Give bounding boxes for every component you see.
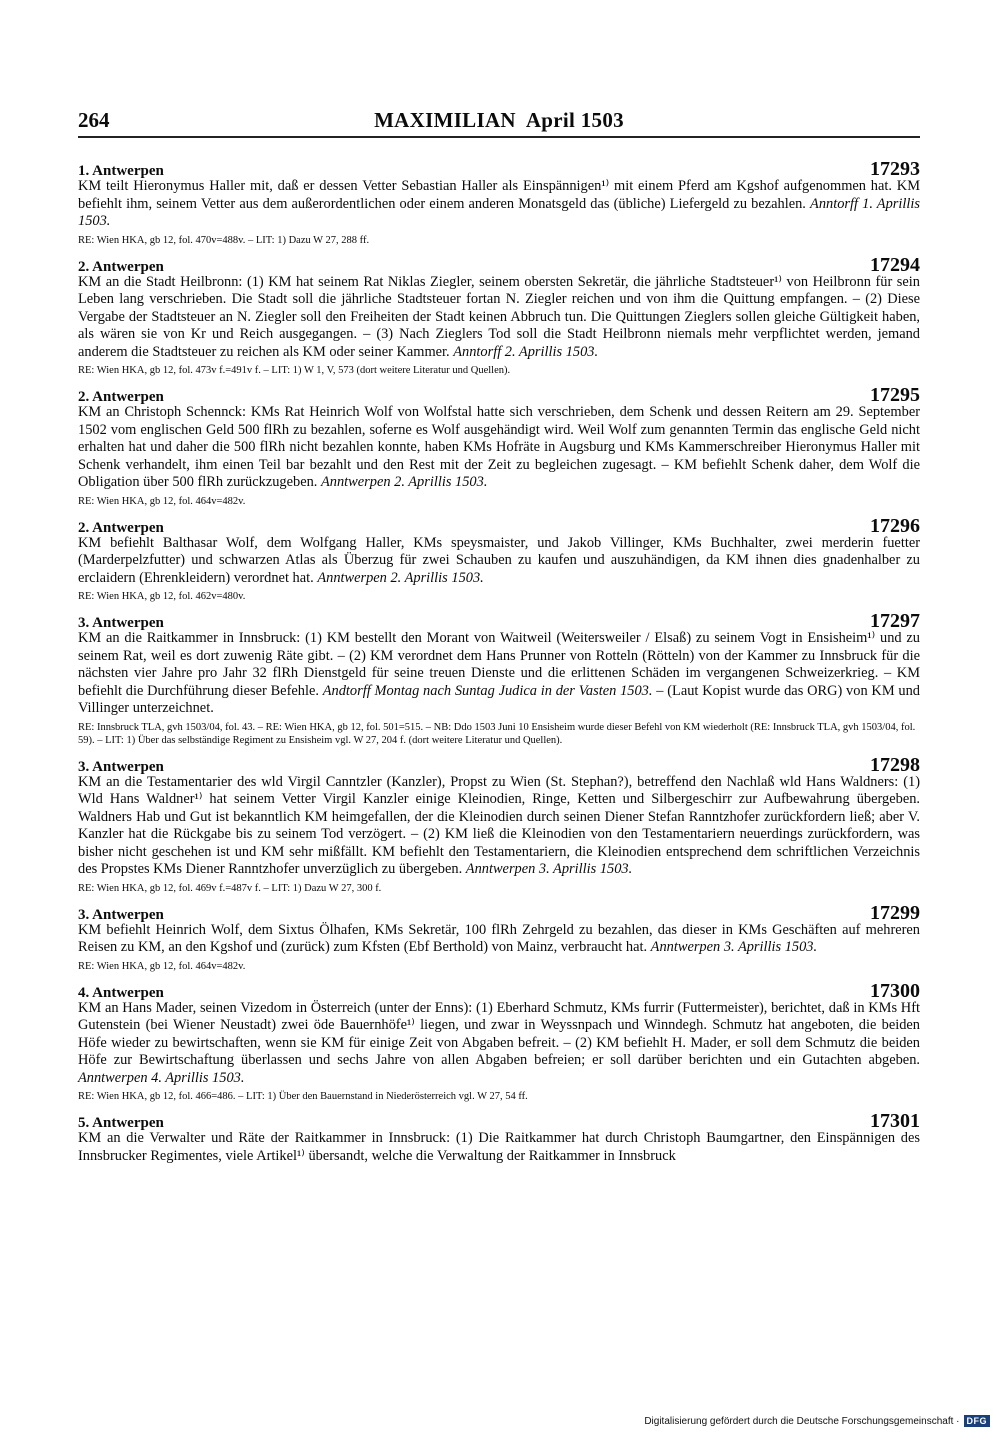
entry-date-place: 2. Antwerpen — [78, 519, 164, 536]
regest-entry — [78, 254, 920, 378]
entry-sources: RE: Wien HKA, gb 12, fol. 464v=482v. — [78, 495, 246, 507]
entry-header — [78, 902, 920, 922]
entry-dating: Anntwerpen 3. Aprillis 1503. — [465, 861, 633, 877]
entry-summary: KM an die Raitkammer in Innsbruck: (1) KM bestellt den Morant von Waitweil (Weitersweiler / Elsaß) zu seinem Vogt in Ensisheim¹⁾ und zu seinem Rat, weil es dort zuwenig Räte gibt. – (2) KM verordnet dem Hans Prunner von Rotteln (Rötteln) von der Kammer zu Innsbruck für die nächsten vier Jahre pro Jahr 32 flRh Dienstgeld für seine treuen Dienste und die erlittenen Schäden im vergangenen Schweizerkrieg. – KM befiehlt die Durchführung dieser Befehle. — [78, 630, 920, 699]
entry-text — [78, 774, 920, 879]
entry-text — [78, 1000, 920, 1088]
regest-entry — [78, 980, 920, 1104]
entry-summary: KM an die Testamentarier des wld Virgil Canntzler (Kanzler), Propst zu Wien (St. Stephan?), betreffend den Nachlaß wld Hans Waldners: (1) Wld Hans Waldner¹⁾ hat seinem Vetter Virgil Kanzler einige Kleinodien, Ringe, Ketten und Silbergeschirr zur Aufbewahrung übergeben. Waldners Hab und Gut ist bekanntlich KM heimgefallen, der die Kleinodien durch seinen Diener Stefan Ranntzhofer zurückfordern ließ; aber V. Kanzler hat die Rückgabe bis zu seinem Tod verzögert. – (2) KM ließ die Kleinodien von den Testamentariern neuerdings zurückfordern, was bisher nicht geschehen ist und KM sehr mißfällt. KM befiehlt den Testamentariern, die Kleinodien entsprechend dem schriftlichen Verzeichnis des Propstes KMs Diener Ranntzhofer unverzüglich zu übergeben. — [78, 773, 920, 877]
entry-dating: Anntwerpen 2. Aprillis 1503. — [317, 569, 484, 586]
regest-entry — [78, 384, 920, 508]
entry-date-place: 5. Antwerpen — [78, 1115, 164, 1131]
entry-number: 17298 — [870, 753, 920, 776]
entry-dating: Anntorff 2. Aprillis 1503. — [453, 343, 599, 360]
entry-sources: RE: Wien HKA, gb 12, fol. 466=486. – LIT: 1) Über den Bauernstand in Niederösterreich vgl. W 27, 54 ff. — [78, 1091, 528, 1102]
entry-header — [78, 610, 920, 630]
entry-date-place: 3. Antwerpen — [78, 906, 164, 923]
entry-sources: RE: Wien HKA, gb 12, fol. 470v=488v. – LIT: 1) Dazu W 27, 288 ff. — [78, 234, 370, 246]
entry-header — [78, 515, 920, 535]
entry-dating: Anntwerpen 4. Aprillis 1503. — [78, 1069, 245, 1086]
entry-dating: Anntwerpen 2. Aprillis 1503. — [320, 474, 488, 490]
entry-header — [78, 754, 920, 774]
entry-date-place: 3. Antwerpen — [78, 615, 164, 631]
entry-date-place: 1. Antwerpen — [78, 163, 164, 179]
entry-text — [78, 274, 920, 362]
entry-header — [78, 1110, 920, 1130]
entry-summary: KM an Hans Mader, seinen Vizedom in Österreich (unter der Enns): (1) Eberhard Schmutz, KMs furrir (Futtermeister), berichtet, daß in KMs Hft Gutenstein (bei Wiener Neustadt) zwei öde Bauernhöfe¹⁾ liegen, und zwar in Weyssnpach und Winndegh. Schmutz hat angeboten, die beiden Höfe wieder zu bewirtschaften, wenn sie KM für einige Zeit von Abgaben befreit. – (2) KM befiehlt H. Mader, er soll dem Schmutz die beiden Höfe zur Bewirtschaftung überlassen und sechs Jahre von allen Abgaben befreien; er soll darüber berichten und ein Gutachten abgeben. — [78, 999, 920, 1068]
entry-summary: KM an die Stadt Heilbronn: (1) KM hat seinem Rat Niklas Ziegler, seinem obersten Sekretär, die jährliche Stadtsteuer¹⁾ von Heilbronn für sein Leben lang verschrieben. Die Stadt soll die jährliche Stadtsteuer fortan N. Ziegler reichen und von ihm die Quittung empfangen. – (2) Diese Vergabe der Stadtsteuer an N. Ziegler soll den Freiheiten der Stadt keinen Abbruch tun. Die Quittungen Zieglers sollen gleiche Gültigkeit haben, als wären sie von Kr und Reich ausgegangen. – (3) Nach Zieglers Tod soll die Stadt Heilbronn niemals mehr verpflichtet werden, jemand anderem die Stadtsteuer zu reichen als KM oder seiner Kammer. — [78, 273, 920, 360]
regest-list — [78, 158, 920, 1172]
entry-date-place: 2. Antwerpen — [78, 389, 164, 405]
entry-number: 17294 — [870, 253, 920, 276]
entry-dating: Anntorff 1. Aprillis 1503. — [78, 195, 920, 229]
page-number: 264 — [78, 108, 110, 132]
entry-text — [78, 1130, 920, 1165]
entry-dating: Anntwerpen 3. Aprillis 1503. — [650, 939, 818, 955]
entry-text — [78, 404, 920, 492]
footer — [644, 1415, 990, 1427]
entry-number: 17296 — [870, 514, 920, 537]
entry-number: 17293 — [870, 158, 920, 180]
regest-entry — [78, 902, 920, 973]
entry-date-place: 3. Antwerpen — [78, 758, 164, 775]
regest-entry — [78, 158, 920, 247]
regest-entry — [78, 515, 920, 604]
entry-header — [78, 384, 920, 404]
dfg-logo: DFG — [964, 1415, 991, 1427]
regest-entry — [78, 610, 920, 747]
running-header — [78, 106, 920, 138]
entry-number: 17300 — [870, 979, 920, 1002]
entry-sources: RE: Wien HKA, gb 12, fol. 462v=480v. — [78, 591, 246, 602]
entry-sources: RE: Wien HKA, gb 12, fol. 464v=482v. — [78, 960, 246, 972]
entry-number: 17297 — [870, 610, 920, 632]
entry-text — [78, 535, 920, 588]
entry-text — [78, 922, 920, 957]
entry-text — [78, 178, 920, 231]
entry-text — [78, 630, 920, 718]
entry-sources: RE: Wien HKA, gb 12, fol. 473v f.=491v f. – LIT: 1) W 1, V, 573 (dort weitere Literatur und Quellen). — [78, 365, 511, 376]
entry-header — [78, 254, 920, 274]
entry-note: – (Laut Kopist wurde das ORG) von KM und Villinger unterzeichnet. — [78, 682, 921, 716]
entry-number: 17295 — [870, 384, 920, 406]
entry-header — [78, 980, 920, 1000]
entry-number: 17301 — [870, 1110, 920, 1132]
entry-sources: RE: Innsbruck TLA, gvh 1503/04, fol. 43. – RE: Wien HKA, gb 12, fol. 501=515. – NB: Ddo 1503 Juni 10 Ensisheim wurde dieser Befehl von KM wiederholt (RE: Innsbruck TLA, gvh 1503/04, fol. 59). – LIT: 1) Über das selbständige Regiment zu Ensisheim vgl. W 27, 204 f. (dort weitere Literatur und Quellen). — [78, 721, 916, 746]
entry-sources: RE: Wien HKA, gb 12, fol. 469v f.=487v f. – LIT: 1) Dazu W 27, 300 f. — [78, 882, 382, 894]
entry-summary: KM befiehlt Balthasar Wolf, dem Wolfgang Haller, KMs speysmaister, und Jakob Villinger, KMs Buchhalter, zwei merderin fuetter (Marderpelzfutter) und schwarzen Atlas als Überzug für zwei Schauben zu kaufen und auszuhändigen, da KM ihnen dies gnadenhalber zu erclaidern (Ehrenkleidern) verordnet hat. — [78, 534, 920, 586]
regest-entry — [78, 1110, 920, 1165]
funding-note: Digitalisierung gefördert durch die Deutsche Forschungsgemeinschaft · — [644, 1415, 960, 1427]
entry-dating: Andtorff Montag nach Suntag Judica in der Vasten 1503. — [322, 682, 653, 699]
entry-summary: KM an die Verwalter und Räte der Raitkammer in Innsbruck: (1) Die Raitkammer hat durch Christoph Baumgartner, den Einspännigen des Innsbrucker Regimentes, viele Artikel¹⁾ übersandt, welche die Verwaltung der Raitkammer in Innsbruck — [78, 1130, 920, 1164]
entry-summary: KM befiehlt Heinrich Wolf, dem Sixtus Ölhafen, KMs Sekretär, 100 flRh Zehrgeld zu bezahlen, das dieser in KMs Geschäften auf mehreren Reisen zu KM, an den Kgshof und (zurück) zum Kfsten (Ebf Berthold) von Mainz, verbraucht hat. — [78, 921, 920, 955]
entry-date-place: 2. Antwerpen — [78, 258, 164, 275]
entry-date-place: 4. Antwerpen — [78, 984, 164, 1001]
regest-entry — [78, 754, 920, 895]
entry-header — [78, 158, 920, 178]
entry-summary: KM an Christoph Schennck: KMs Rat Heinrich Wolf von Wolfstal hatte sich verschrieben, dem Schenk und dessen Reitern am 29. September 1502 vom englischen Geld 500 flRh zu bezahlen, soferne es Wolf ausgehändigt wird. Weil Wolf zum genannten Termin das englische Geld nicht erhalten hat und daher die 500 flRh nicht bezahlen konnte, haben KMs Hofräte in Augsburg und KMs Kammerschreiber Hieronymus Haller mit Schenk verhandelt, ihm einen Teil bar bezahlt und den Rest mit der Zeit zu begleichen zugesagt. – KM befiehlt Schenk daher, dem Wolf die Obligation über 500 flRh zurückzugeben. — [78, 404, 920, 490]
running-title: MAXIMILIAN April 1503 — [374, 108, 624, 132]
entry-number: 17299 — [870, 901, 920, 924]
entry-summary: KM teilt Hieronymus Haller mit, daß er dessen Vetter Sebastian Haller als Einspännigen¹⁾ mit einem Pferd am Kgshof aufgenommen hat. KM befiehlt ihm, seinem Vetter aus dem außerordentlichen oder einem anderen Monatsgeld das (übliche) Liefergeld zu bezahlen. — [78, 178, 920, 212]
